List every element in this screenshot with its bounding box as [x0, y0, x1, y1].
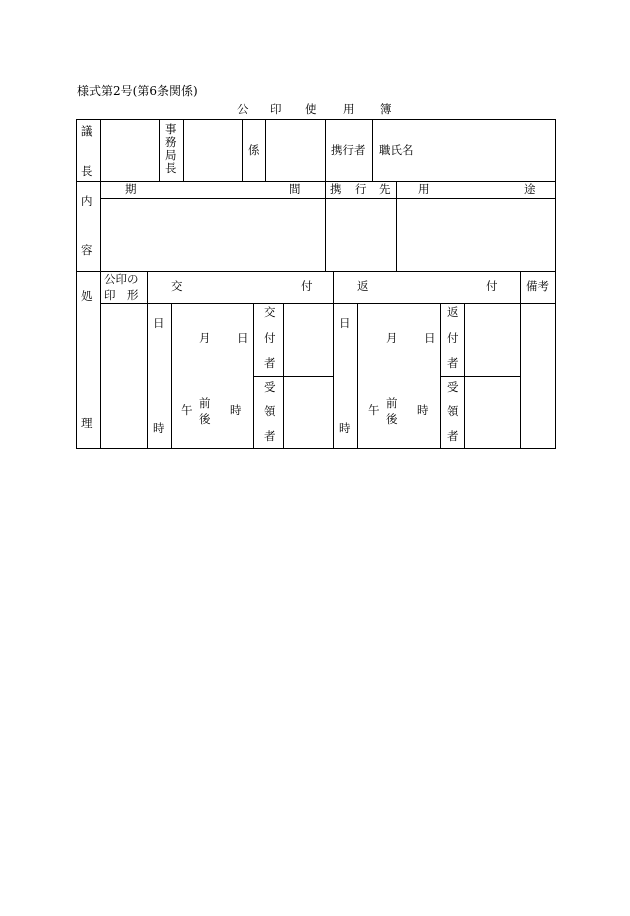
koufu-month-label: 月 — [199, 331, 211, 345]
rule — [76, 119, 556, 120]
rule — [147, 271, 148, 449]
koufu-juryousha-label: 受 — [264, 380, 276, 394]
henpu-juryousha-label: 領 — [447, 404, 459, 418]
rule — [253, 303, 254, 449]
henpu-juryousha-label: 受 — [447, 380, 459, 394]
koufusha-label: 交 — [264, 305, 276, 319]
keikousaki-label: 先 — [379, 182, 391, 196]
koufu-ampm-label: 前 — [199, 396, 211, 410]
kikan-label: 期 — [125, 182, 137, 196]
koufu-juryousha-label: 領 — [264, 404, 276, 418]
naiyou-label: 容 — [81, 243, 93, 257]
form-label: 様式第2号(第6条関係) — [77, 84, 198, 98]
seal-shape-label: 公印の — [104, 272, 139, 286]
kakari-label: 係 — [248, 143, 260, 157]
bikou-label: 備考 — [526, 279, 549, 293]
rule — [372, 119, 373, 181]
rule — [325, 181, 326, 271]
koufu-day2-label: 日 — [237, 331, 249, 345]
koufu-ampm-label: 後 — [199, 412, 211, 426]
koufu-juryousha-label: 者 — [264, 429, 276, 443]
rule — [357, 303, 358, 449]
rule — [440, 376, 521, 377]
seal-shape-label: 印 形 — [104, 288, 139, 302]
rule — [159, 119, 160, 181]
gichou-label: 議 — [81, 124, 93, 138]
koufu-time-label: 時 — [230, 403, 242, 417]
shokushimei-label: 職氏名 — [379, 143, 414, 157]
koufu-header: 付 — [301, 279, 313, 293]
henpu-juryousha-label: 者 — [447, 429, 459, 443]
rule — [265, 119, 266, 181]
rule — [396, 181, 397, 271]
rule — [325, 119, 326, 181]
rule — [555, 119, 556, 449]
shori-label: 処 — [81, 289, 93, 303]
jimukyokuchou-label: 事 — [165, 122, 177, 136]
koufusha-label: 付 — [264, 331, 276, 345]
henpu-header: 付 — [486, 279, 498, 293]
henpu-ampm-label: 午 — [368, 403, 380, 417]
rule — [242, 119, 243, 181]
keikousha-label: 携行者 — [331, 143, 366, 157]
rule — [100, 198, 556, 199]
henpu-day-label: 日 — [339, 316, 351, 330]
jimukyokuchou-label: 長 — [165, 161, 177, 175]
henpu-ampm-label: 後 — [386, 412, 398, 426]
title-char: 用 — [343, 102, 355, 116]
rule — [283, 303, 284, 449]
youto-label: 途 — [524, 182, 536, 196]
rule — [76, 271, 556, 272]
jimukyokuchou-label: 務 — [165, 135, 177, 149]
rule — [76, 448, 556, 449]
shori-label: 理 — [81, 416, 93, 430]
rule — [100, 303, 556, 304]
rule — [253, 376, 333, 377]
henpu-hour-label: 時 — [339, 421, 351, 435]
henpu-month-label: 月 — [386, 331, 398, 345]
henpu-header: 返 — [357, 279, 369, 293]
title-char: 使 — [305, 102, 317, 116]
rule — [440, 303, 441, 449]
koufu-ampm-label: 午 — [181, 403, 193, 417]
henpu-time-label: 時 — [417, 403, 429, 417]
keikousaki-label: 行 — [355, 182, 367, 196]
rule — [100, 271, 101, 449]
rule — [333, 271, 334, 449]
rule — [100, 119, 101, 181]
koufusha-label: 者 — [264, 356, 276, 370]
henpu-day2-label: 日 — [424, 331, 436, 345]
naiyou-label: 内 — [81, 194, 93, 208]
henpu-ampm-label: 前 — [386, 396, 398, 410]
rule — [464, 303, 465, 449]
kikan-label: 間 — [289, 182, 301, 196]
koufu-day-label: 日 — [153, 316, 165, 330]
henpusha-label: 付 — [447, 331, 459, 345]
koufu-hour-label: 時 — [153, 421, 165, 435]
keikousaki-label: 携 — [330, 182, 342, 196]
henpusha-label: 返 — [447, 305, 459, 319]
henpusha-label: 者 — [447, 356, 459, 370]
rule — [520, 271, 521, 449]
jimukyokuchou-label: 局 — [165, 148, 177, 162]
rule — [76, 119, 77, 449]
gichou-label: 長 — [81, 164, 93, 178]
title-char: 公 — [237, 102, 249, 116]
title-char: 印 — [270, 102, 282, 116]
rule — [76, 181, 556, 182]
rule — [171, 303, 172, 449]
youto-label: 用 — [418, 182, 430, 196]
rule — [100, 181, 101, 271]
koufu-header: 交 — [171, 279, 183, 293]
rule — [183, 119, 184, 181]
title-char: 簿 — [380, 102, 392, 116]
